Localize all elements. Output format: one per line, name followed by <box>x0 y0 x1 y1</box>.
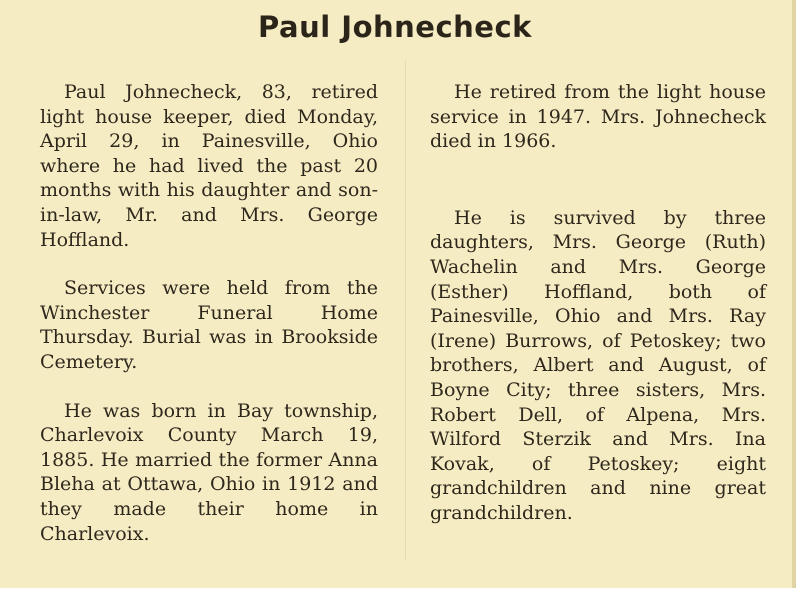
left-column <box>40 80 378 570</box>
paper-fold-mark <box>405 60 406 560</box>
obituary-paragraph-birth: He was born in Bay township, Charlevoix County March 19, 1885. He married the former Anna Bleha at Ottawa, Ohio in 1912 and they made their home in Charlevoix. <box>40 399 378 545</box>
obituary-headline: Paul Johnecheck <box>258 10 532 44</box>
obituary-paragraph-retirement: He retired from the light house service in 1947. Mrs. Johnecheck died in 1966. <box>430 81 766 153</box>
obituary-paragraph-survivors: He is survived by three daughters, Mrs. George (Ruth) Wachelin and Mrs. George (Esther) Hoffland, both of Painesville, Ohio and Mrs. Ray (Irene) Burrows, of Petoskey; two brothers, Albert and August, of Boyne City; three sisters, Mrs. Robert Dell, of Alpena, Mrs. Wilford Sterzik and Mrs. Ina Kovak, of Petoskey; eight grandchildren and nine great grandchildren. <box>430 206 766 524</box>
obituary-paragraph-death: Paul Johnecheck, 83, retired light house keeper, died Monday, April 29, in Painesville, Ohio where he had lived the past 20 months with his daughter and son-in-law, Mr. and Mrs. George Hoffland. <box>40 81 378 251</box>
obituary-paragraph-services: Services were held from the Winchester Funeral Home Thursday. Burial was in Brookside Cemetery. <box>40 277 378 373</box>
right-column <box>430 80 766 550</box>
